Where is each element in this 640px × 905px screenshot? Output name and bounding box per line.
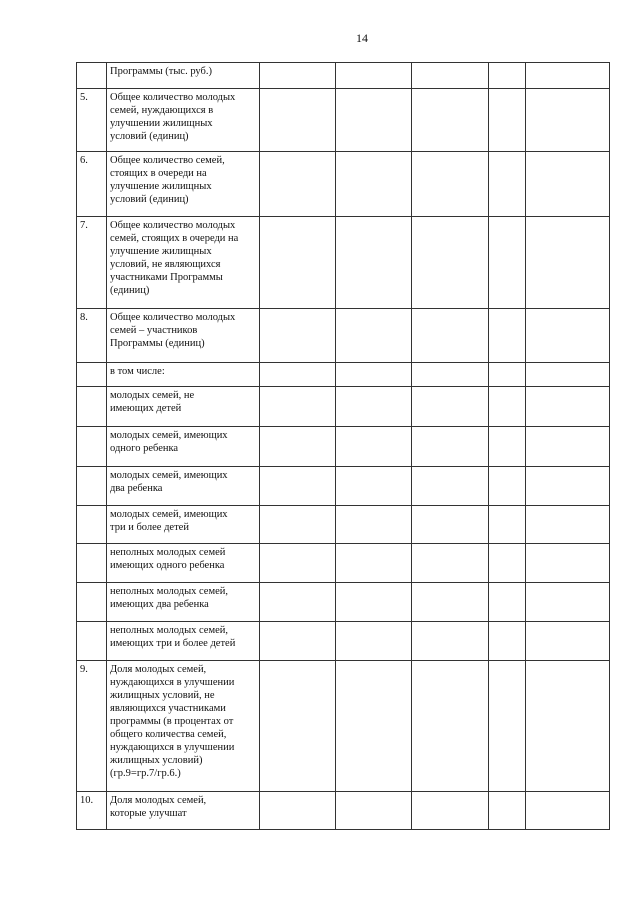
row-description (107, 152, 260, 217)
value-cell (489, 792, 526, 830)
value-cell (489, 363, 526, 387)
value-cell (260, 544, 336, 583)
value-cell (412, 661, 489, 792)
row-description (107, 622, 260, 661)
description-line: неполных молодых семей, (110, 586, 229, 597)
value-cell (260, 583, 336, 622)
row-number (77, 583, 107, 622)
description-line: (единиц) (110, 285, 150, 296)
description-line: Общее количество молодых (110, 92, 236, 103)
table-row (77, 217, 610, 309)
value-cell (336, 792, 412, 830)
value-cell (412, 217, 489, 309)
value-cell (336, 152, 412, 217)
value-cell (489, 309, 526, 363)
description-line: улучшение жилищных (110, 246, 212, 257)
row-description (107, 661, 260, 792)
table-row (77, 661, 610, 792)
row-number: 9. (77, 661, 107, 792)
value-cell (526, 622, 610, 661)
table-row (77, 387, 610, 427)
table-row (77, 792, 610, 830)
value-cell (260, 506, 336, 544)
table-row (77, 427, 610, 467)
page-number: 14 (356, 31, 368, 45)
value-cell (489, 63, 526, 89)
description-line: одного ребенка (110, 443, 179, 454)
value-cell (489, 217, 526, 309)
value-cell (260, 63, 336, 89)
value-cell (336, 622, 412, 661)
value-cell (260, 363, 336, 387)
description-line: семей, нуждающихся в (110, 105, 214, 116)
table-row (77, 89, 610, 152)
value-cell (526, 467, 610, 506)
value-cell (260, 309, 336, 363)
description-line: молодых семей, не (110, 390, 195, 401)
value-cell (526, 63, 610, 89)
table-row (77, 363, 610, 387)
value-cell (336, 544, 412, 583)
value-cell (489, 89, 526, 152)
value-cell (526, 427, 610, 467)
value-cell (489, 661, 526, 792)
table-row (77, 622, 610, 661)
row-description (107, 309, 260, 363)
row-number (77, 506, 107, 544)
table-row (77, 309, 610, 363)
description-line: семей, стоящих в очереди на (110, 233, 239, 244)
value-cell (336, 387, 412, 427)
description-line: Программы (единиц) (110, 338, 205, 349)
value-cell (526, 661, 610, 792)
value-cell (412, 309, 489, 363)
value-cell (260, 622, 336, 661)
value-cell (489, 583, 526, 622)
description-line: нуждающихся в улучшении (110, 677, 235, 688)
value-cell (336, 217, 412, 309)
value-cell (336, 467, 412, 506)
value-cell (412, 89, 489, 152)
description-line: неполных молодых семей, (110, 625, 229, 636)
row-number (77, 363, 107, 387)
value-cell (412, 152, 489, 217)
row-number: 6. (77, 152, 107, 217)
value-cell (526, 583, 610, 622)
row-number (77, 467, 107, 506)
description-line: условий (единиц) (110, 194, 189, 205)
description-line: стоящих в очереди на (110, 168, 207, 179)
description-line: улучшение жилищных (110, 181, 212, 192)
value-cell (336, 427, 412, 467)
row-description (107, 217, 260, 309)
value-cell (526, 792, 610, 830)
description-line: три и более детей (110, 522, 189, 533)
description-line: Программы (тыс. руб.) (110, 66, 213, 77)
value-cell (412, 387, 489, 427)
description-line: имеющих два ребенка (110, 599, 209, 610)
description-line: молодых семей, имеющих (110, 509, 228, 520)
description-line: молодых семей, имеющих (110, 430, 228, 441)
value-cell (412, 506, 489, 544)
description-line: улучшении жилищных (110, 118, 213, 129)
table-row (77, 583, 610, 622)
value-cell (260, 467, 336, 506)
description-line: участниками Программы (110, 272, 223, 283)
table-row (77, 467, 610, 506)
description-line: являющихся участниками (110, 703, 226, 714)
value-cell (489, 467, 526, 506)
value-cell (336, 506, 412, 544)
value-cell (412, 363, 489, 387)
description-line: имеющих одного ребенка (110, 560, 225, 571)
row-description (107, 467, 260, 506)
description-line: Доля молодых семей, (110, 795, 207, 806)
value-cell (260, 387, 336, 427)
value-cell (336, 583, 412, 622)
description-line: неполных молодых семей (110, 547, 226, 558)
row-description (107, 427, 260, 467)
value-cell (260, 792, 336, 830)
value-cell (526, 309, 610, 363)
row-description (107, 583, 260, 622)
row-number (77, 63, 107, 89)
row-description (107, 544, 260, 583)
value-cell (336, 309, 412, 363)
value-cell (412, 792, 489, 830)
description-line: условий (единиц) (110, 131, 189, 142)
value-cell (260, 661, 336, 792)
value-cell (489, 622, 526, 661)
row-description (107, 387, 260, 427)
value-cell (489, 427, 526, 467)
description-line: Общее количество семей, (110, 155, 225, 166)
row-number: 7. (77, 217, 107, 309)
row-number: 5. (77, 89, 107, 152)
value-cell (260, 427, 336, 467)
table-row (77, 544, 610, 583)
description-line: Общее количество молодых (110, 312, 236, 323)
description-line: условий, не являющихся (110, 259, 221, 270)
description-line: которые улучшат (110, 808, 187, 819)
row-number: 8. (77, 309, 107, 363)
value-cell (526, 363, 610, 387)
value-cell (526, 387, 610, 427)
description-line: молодых семей, имеющих (110, 470, 228, 481)
description-line: жилищных условий, не (110, 690, 215, 701)
value-cell (526, 89, 610, 152)
value-cell (526, 544, 610, 583)
description-line: имеющих детей (110, 403, 182, 414)
row-number: 10. (77, 792, 107, 830)
value-cell (412, 467, 489, 506)
value-cell (526, 217, 610, 309)
value-cell (336, 363, 412, 387)
description-line: программы (в процентах от (110, 716, 234, 727)
value-cell (526, 506, 610, 544)
description-line: в том числе: (110, 366, 165, 377)
value-cell (412, 544, 489, 583)
description-line: имеющих три и более детей (110, 638, 236, 649)
row-description (107, 89, 260, 152)
value-cell (260, 217, 336, 309)
value-cell (412, 622, 489, 661)
value-cell (489, 544, 526, 583)
table-row (77, 152, 610, 217)
value-cell (489, 387, 526, 427)
value-cell (336, 89, 412, 152)
row-number (77, 427, 107, 467)
value-cell (412, 427, 489, 467)
program-indicators-table (76, 62, 610, 830)
value-cell (489, 152, 526, 217)
value-cell (526, 152, 610, 217)
description-line: Доля молодых семей, (110, 664, 207, 675)
description-line: общего количества семей, (110, 729, 227, 740)
row-description (107, 63, 260, 89)
row-description (107, 792, 260, 830)
row-description (107, 363, 260, 387)
value-cell (260, 152, 336, 217)
row-number (77, 387, 107, 427)
description-line: семей – участников (110, 325, 198, 336)
row-description (107, 506, 260, 544)
value-cell (489, 506, 526, 544)
description-line: (гр.9=гр.7/гр.6.) (110, 768, 181, 779)
value-cell (336, 661, 412, 792)
table-row (77, 63, 610, 89)
value-cell (412, 63, 489, 89)
value-cell (412, 583, 489, 622)
description-line: жилищных условий) (110, 755, 203, 766)
row-number (77, 544, 107, 583)
description-line: нуждающихся в улучшении (110, 742, 235, 753)
description-line: Общее количество молодых (110, 220, 236, 231)
value-cell (260, 89, 336, 152)
table-row (77, 506, 610, 544)
row-number (77, 622, 107, 661)
description-line: два ребенка (110, 483, 163, 494)
value-cell (336, 63, 412, 89)
